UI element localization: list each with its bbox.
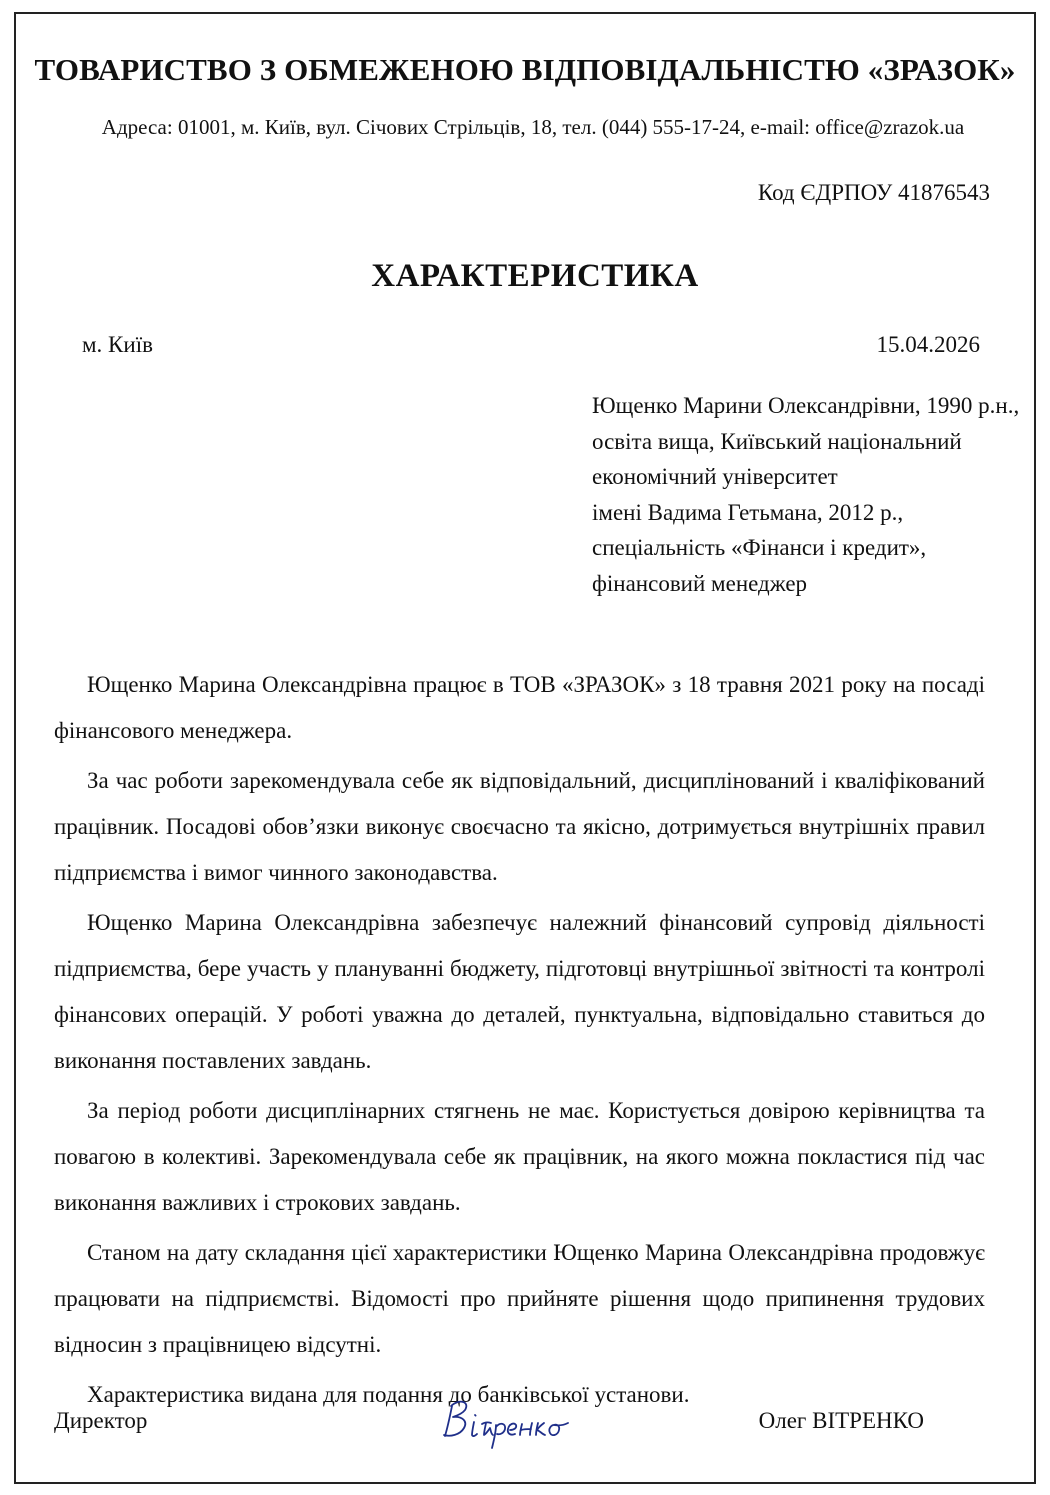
document-title: ХАРАКТЕРИСТИКА xyxy=(371,258,699,294)
body-paragraph: Характеристика видана для подання до банківської установи. xyxy=(87,1382,690,1407)
addressee-line: Ющенко Марини Олександрівни, 1990 р.н., xyxy=(592,393,1020,418)
signature-strokes xyxy=(444,1402,568,1448)
addressee-line: економічний університет xyxy=(592,464,838,489)
body-paragraph: Ющенко Марина Олександрівна працює в ТОВ «ЗРАЗОК» з 18 травня 2021 року на посаді фінансового менеджера. xyxy=(54,672,985,743)
addressee-line: імені Вадима Гетьмана, 2012 р., xyxy=(592,499,904,525)
addressee-line: спеціальність «Фінанси і кредит», xyxy=(592,535,927,560)
organization-address: Адреса: 01001, м. Київ, вул. Січових Стрільців, 18, тел. (044) 555-17-24, e-mail: office@zrazok.ua xyxy=(101,115,965,139)
addressee-block xyxy=(592,388,1032,601)
organization-code: Код ЄДРПОУ 41876543 xyxy=(757,180,990,205)
document-body xyxy=(54,662,985,1422)
body-paragraph: За час роботи зарекомендувала себе як відповідальний, дисциплінований і кваліфікований працівник. Посадові обов’язки виконує своєчасно та якісно, дотримується внутрішніх правил підприємства і вимог чинного законодавства. xyxy=(54,768,985,885)
handwritten-signature xyxy=(436,1392,586,1452)
document-place: м. Київ xyxy=(82,332,153,357)
addressee-line: фінансовий менеджер xyxy=(592,570,808,596)
organization-name: ТОВАРИСТВО З ОБМЕЖЕНОЮ ВІДПОВІДАЛЬНІСТЮ «ЗРАЗОК» xyxy=(34,52,1016,87)
document-date: 15.04.2026 xyxy=(876,332,980,357)
signer-role: Директор xyxy=(54,1408,148,1433)
addressee-line: освіта вища, Київський національний xyxy=(592,428,962,454)
signer-name: Олег ВІТРЕНКО xyxy=(758,1408,924,1433)
body-paragraph: Ющенко Марина Олександрівна забезпечує належний фінансовий супровід діяльності підприємства, бере участь у плануванні бюджету, підготовці внутрішньої звітності та контролі фінансових операцій. У роботі уважна до деталей, пунктуальна, відповідально ставиться до виконання поставлених завдань. xyxy=(54,910,985,1073)
body-paragraph: За період роботи дисциплінарних стягнень не має. Користується довірою керівництва та повагою в колективі. Зарекомендувала себе як працівник, на якого можна покластися під час виконання важливих і строкових завдань. xyxy=(54,1098,985,1215)
body-paragraph: Станом на дату складання цієї характеристики Ющенко Марина Олександрівна продовжує працювати на підприємстві. Відомості про прийняте рішення щодо припинення трудових відносин з працівницею відсутні. xyxy=(54,1240,985,1357)
